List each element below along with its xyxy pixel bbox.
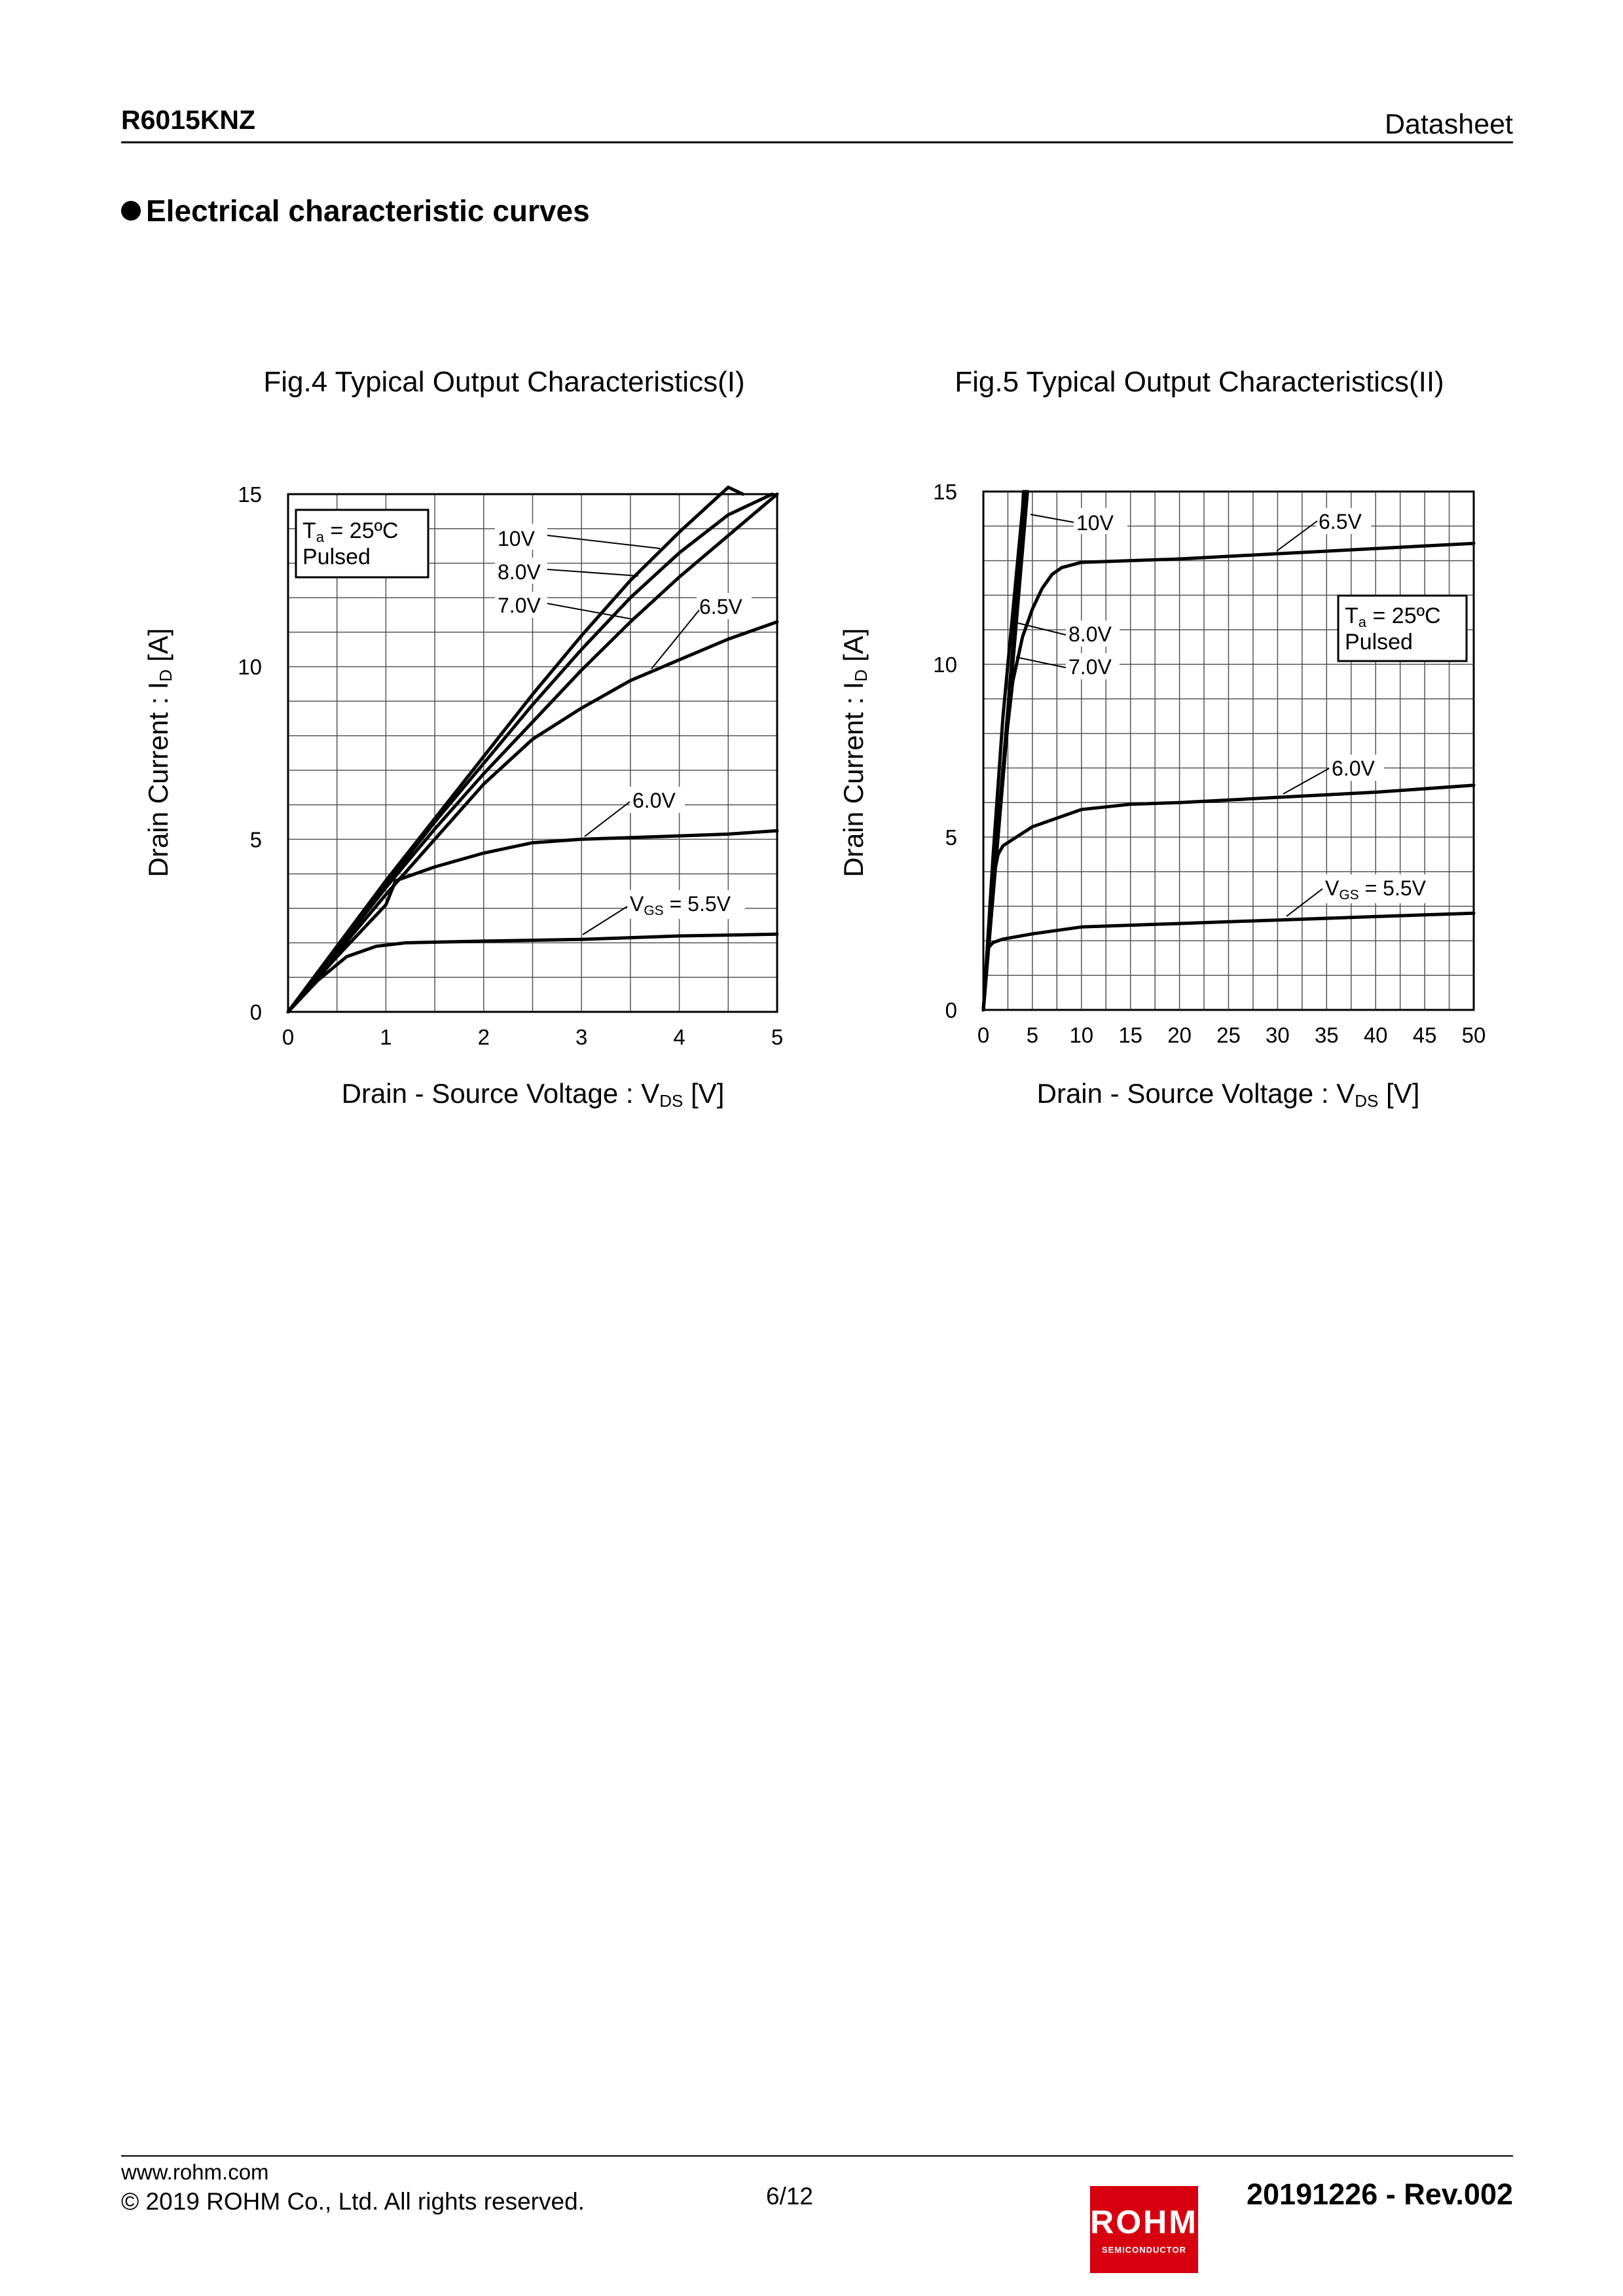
fig5-label-6-5v: 6.5V [1319,510,1362,533]
x-tick-label: 2 [477,1025,490,1049]
fig4-label-7v: 7.0V [498,594,541,617]
x-tick-label: 3 [575,1025,588,1049]
y-tick-label: 10 [933,653,957,677]
x-tick-label: 10 [1069,1023,1094,1047]
fig4-title: Fig.4 Typical Output Characteristics(I) [263,366,745,398]
fig4-legend-line2: Pulsed [302,545,371,569]
fig4-xtick-labels [282,1025,783,1049]
y-tick-label: 15 [238,482,262,507]
revision-label: 20191226 - Rev.002 [1247,2178,1513,2211]
footer-copyright: © 2019 ROHM Co., Ltd. All rights reserved. [121,2188,585,2215]
logo-subtext: SEMICONDUCTOR [1101,2245,1187,2255]
part-number: R6015KNZ [121,105,256,135]
x-tick-label: 0 [282,1025,295,1049]
fig5-label-8v: 8.0V [1068,622,1112,646]
fig5-leader-lines [1016,514,1329,916]
fig4-label-10v: 10V [498,527,535,550]
fig4-label-6-5v: 6.5V [699,595,742,619]
fig4-chart [143,366,783,1111]
fig5-ytick-labels [933,480,957,1022]
x-tick-label: 45 [1412,1023,1437,1047]
document-type: Datasheet [1384,109,1513,140]
fig4-label-vgs: VGS = 5.5V [630,892,731,918]
logo-text: ROHM [1090,2204,1198,2240]
fig4-ylabel: Drain Current : ID [A] [143,628,175,878]
x-tick-label: 40 [1363,1023,1388,1047]
fig5-label-10v: 10V [1076,511,1114,535]
fig4-ytick-labels [238,482,262,1024]
fig5-label-7v: 7.0V [1068,655,1112,679]
x-tick-label: 50 [1461,1023,1486,1047]
fig4-annotations [495,524,752,935]
y-tick-label: 10 [238,655,262,679]
fig4-leader-lines [547,535,699,935]
y-tick-label: 0 [945,998,957,1022]
fig4-label-6v: 6.0V [632,789,676,812]
fig5-chart [838,366,1486,1111]
x-tick-label: 4 [673,1025,685,1049]
x-tick-label: 30 [1266,1023,1290,1047]
rohm-logo [1090,2186,1198,2273]
fig4-legend-line1: Ta = 25ºC [302,518,399,545]
fig5-xtick-labels [977,1023,1486,1047]
footer-divider [121,2155,1513,2157]
x-tick-label: 1 [380,1025,392,1049]
x-tick-label: 0 [977,1023,990,1047]
page-number: 6/12 [766,2183,814,2210]
fig4-label-8v: 8.0V [498,560,541,584]
section-title-text: Electrical characteristic curves [146,194,590,228]
x-tick-label: 35 [1314,1023,1339,1047]
y-tick-label: 15 [933,480,957,504]
x-tick-label: 20 [1167,1023,1192,1047]
fig4-xlabel: Drain - Source Voltage : VDS [V] [341,1078,725,1111]
fig5-legend-line1: Ta = 25ºC [1345,603,1441,630]
y-tick-label: 0 [249,1000,262,1024]
x-tick-label: 15 [1118,1023,1143,1047]
fig5-xlabel: Drain - Source Voltage : VDS [V] [1036,1078,1420,1111]
footer-url[interactable]: www.rohm.com [121,2160,269,2184]
x-tick-label: 5 [771,1025,784,1049]
x-tick-label: 5 [1026,1023,1039,1047]
fig5-title: Fig.5 Typical Output Characteristics(II) [955,366,1444,398]
fig5-label-vgs: VGS = 5.5V [1325,876,1426,903]
fig5-ylabel: Drain Current : ID [A] [838,628,871,878]
fig5-label-6v: 6.0V [1332,757,1375,780]
fig5-legend-line2: Pulsed [1345,630,1413,655]
y-tick-label: 5 [945,825,957,850]
y-tick-label: 5 [249,827,262,852]
x-tick-label: 25 [1216,1023,1241,1047]
